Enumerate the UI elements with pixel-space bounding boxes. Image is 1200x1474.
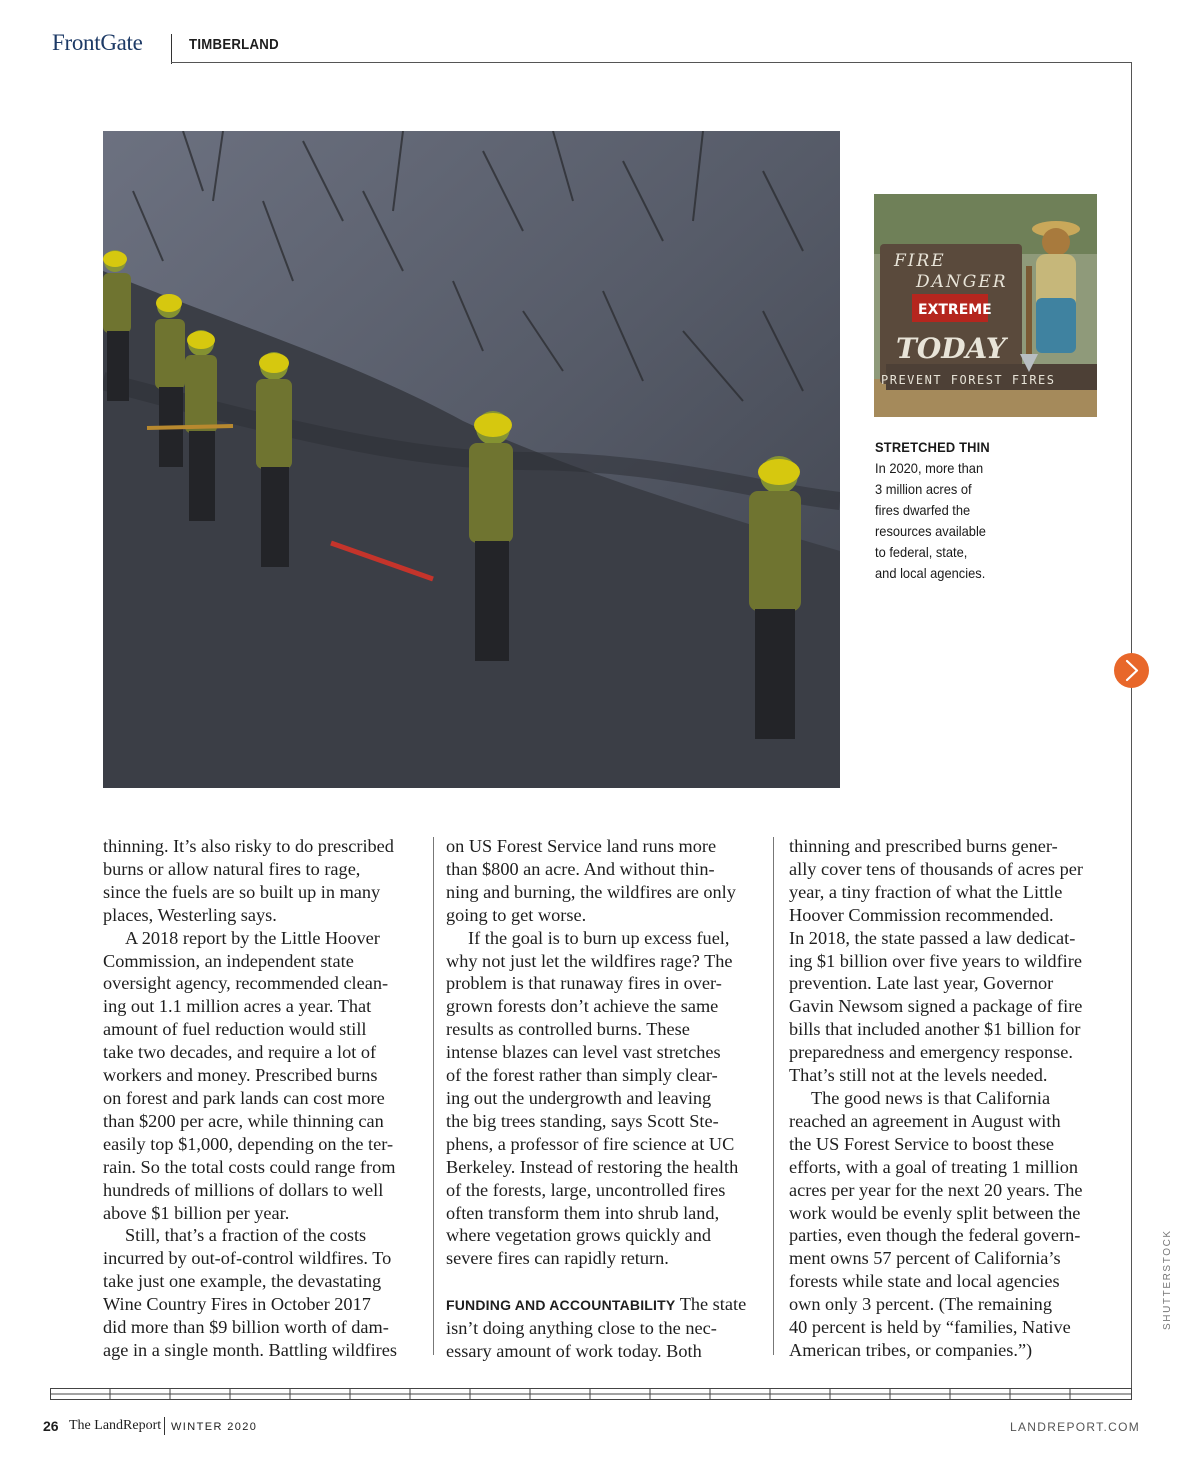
caption-line: resources available [875,523,986,539]
caption-line: to federal, state, [875,544,968,560]
text-line: severe fires can rapidly return. [446,1248,669,1269]
text-line: of the forests, large, uncontrolled fires [446,1179,726,1200]
text-line: on US Forest Service land runs more [446,836,717,856]
text-line: problem is that runaway fires in over- [446,973,722,994]
article-column-3 [789,835,1107,1362]
sign-line3: TODAY [896,332,1006,365]
text-line: going to get worse. [446,904,587,925]
text-run: The state [675,1294,747,1315]
photo-credit: SHUTTERSTOCK [1162,1229,1173,1330]
text-line: above $1 billion per year. [103,1202,290,1223]
text-line: Commission, an independent state [103,950,354,971]
decorative-ruler [50,1388,1132,1400]
text-line: Berkeley. Instead of restoring the health [446,1156,739,1177]
text-line: burns or allow natural fires to rage, [103,858,361,879]
text-line: isn’t doing anything close to the nec- [446,1318,717,1339]
text-line: the US Forest Service to boost these [789,1133,1055,1154]
text-line: Still, that’s a fraction of the costs [125,1225,367,1246]
photo-caption [875,437,1025,584]
text-line: ing out 1.1 million acres a year. That [103,996,372,1017]
text-line: essary amount of work today. Both [446,1340,702,1361]
text-line: easily top $1,000, depending on the ter- [103,1133,394,1154]
text-line: bills that included another $1 billion for [789,1019,1081,1040]
sign-footer: PREVENT FOREST FIRES [881,373,1056,387]
text-line: take two decades, and require a lot of [103,1042,377,1063]
text-line: acres per year for the next 20 years. The [789,1179,1083,1200]
text-line: places, Westerling says. [103,904,277,925]
text-line: hundreds of millions of dollars to well [103,1179,384,1200]
paragraph-gap [446,1270,764,1293]
sign-level: EXTREME [918,302,992,318]
text-line: since the fuels are so built up in many [103,881,381,902]
text-line: Hoover Commission recommended. [789,904,1054,925]
text-line: ning and burning, the wildfires are only [446,881,736,902]
text-line: phens, a professor of fire science at UC [446,1133,735,1154]
text-line: amount of fuel reduction would still [103,1019,367,1040]
text-line: oversight agency, recommended clean- [103,973,389,994]
text-line: age in a single month. Battling wildfires [103,1339,397,1360]
article-column-1 [103,835,421,1362]
page-number: 26 [43,1418,59,1434]
text-line: The good news is that California [811,1087,1051,1108]
website-link[interactable]: LANDREPORT.COM [1010,1420,1140,1434]
column-rule [433,837,434,1355]
frame-rule-top [171,62,1132,63]
text-line: work would be evenly split between the [789,1202,1081,1223]
publication-name: The LandReport [69,1418,162,1433]
next-page-button[interactable] [1114,653,1149,688]
text-line: ment owns 57 percent of California’s [789,1248,1061,1269]
text-line: on forest and park lands can cost more [103,1087,385,1108]
text-line: own only 3 percent. (The remaining [789,1294,1052,1315]
text-line: In 2018, the state passed a law dedicat- [789,927,1076,948]
text-line: That’s still not at the levels needed. [789,1065,1048,1086]
header-divider [171,34,172,64]
footer-divider [164,1417,165,1435]
text-line: If the goal is to burn up excess fuel, [468,927,730,948]
text-line: thinning and prescribed burns gener- [789,836,1058,856]
sign-line1: FIRE [894,251,946,271]
text-line: Gavin Newsom signed a package of fire [789,996,1083,1017]
subhead: FUNDING AND ACCOUNTABILITY [446,1297,676,1314]
text-line: where vegetation grows quickly and [446,1225,711,1246]
text-line: incurred by out-of-control wildfires. To [103,1248,392,1269]
fire-danger-sign-photo [874,194,1097,417]
text-line: year, a tiny fraction of what the Little [789,881,1063,902]
caption-line: fires dwarfed the [875,502,971,518]
sign-line2: DANGER [916,272,1008,292]
caption-line: and local agencies. [875,565,986,581]
text-line: parties, even though the federal govern- [789,1225,1081,1246]
text-line: often transform them into shrub land, [446,1202,720,1223]
text-line: intense blazes can level vast stretches [446,1042,721,1063]
text-line: results as controlled burns. These [446,1019,690,1040]
caption-line: 3 million acres of [875,481,972,497]
article-column-2 [446,835,764,1363]
chevron-right-icon [1114,653,1149,688]
text-line: preparedness and emergency response. [789,1042,1073,1063]
text-line: why not just let the wildfires rage? The [446,950,733,971]
issue-label: WINTER 2020 [171,1421,258,1433]
text-line: grown forests don’t achieve the same [446,996,719,1017]
text-line: the big trees standing, says Scott Ste- [446,1110,719,1131]
text-line: than $200 per acre, while thinning can [103,1110,384,1131]
text-line: rain. So the total costs could range from [103,1156,396,1177]
text-line: reached an agreement in August with [789,1110,1061,1131]
text-line: 40 percent is held by “families, Native [789,1317,1071,1338]
section-label: TIMBERLAND [189,36,279,53]
frame-rule-right [1131,62,1132,1398]
text-line: take just one example, the devastating [103,1271,382,1292]
text-line: thinning. It’s also risky to do prescribed [103,836,394,856]
column-rule [773,837,774,1355]
text-line: ally cover tens of thousands of acres per [789,858,1083,879]
text-line: American tribes, or companies.”) [789,1339,1033,1360]
text-line: Wine Country Fires in October 2017 [103,1294,371,1315]
text-line [446,1293,764,1317]
wildfire-crew-photo [103,131,840,788]
text-line: A 2018 report by the Little Hoover [125,927,380,948]
text-line: workers and money. Prescribed burns [103,1065,378,1086]
text-line: prevention. Late last year, Governor [789,973,1054,994]
text-line: did more than $9 billion worth of dam- [103,1317,389,1338]
text-line: ing out the undergrowth and leaving [446,1087,712,1108]
caption-line: In 2020, more than [875,460,984,476]
brand-logo[interactable]: FrontGate [52,30,143,55]
text-line: efforts, with a goal of treating 1 million [789,1156,1079,1177]
text-line: of the forest rather than simply clear- [446,1065,718,1086]
text-line: forests while state and local agencies [789,1271,1060,1292]
text-line: than $800 an acre. And without thin- [446,858,715,879]
caption-title: STRETCHED THIN [875,439,990,455]
text-line: ing $1 billion over five years to wildfire [789,950,1082,971]
